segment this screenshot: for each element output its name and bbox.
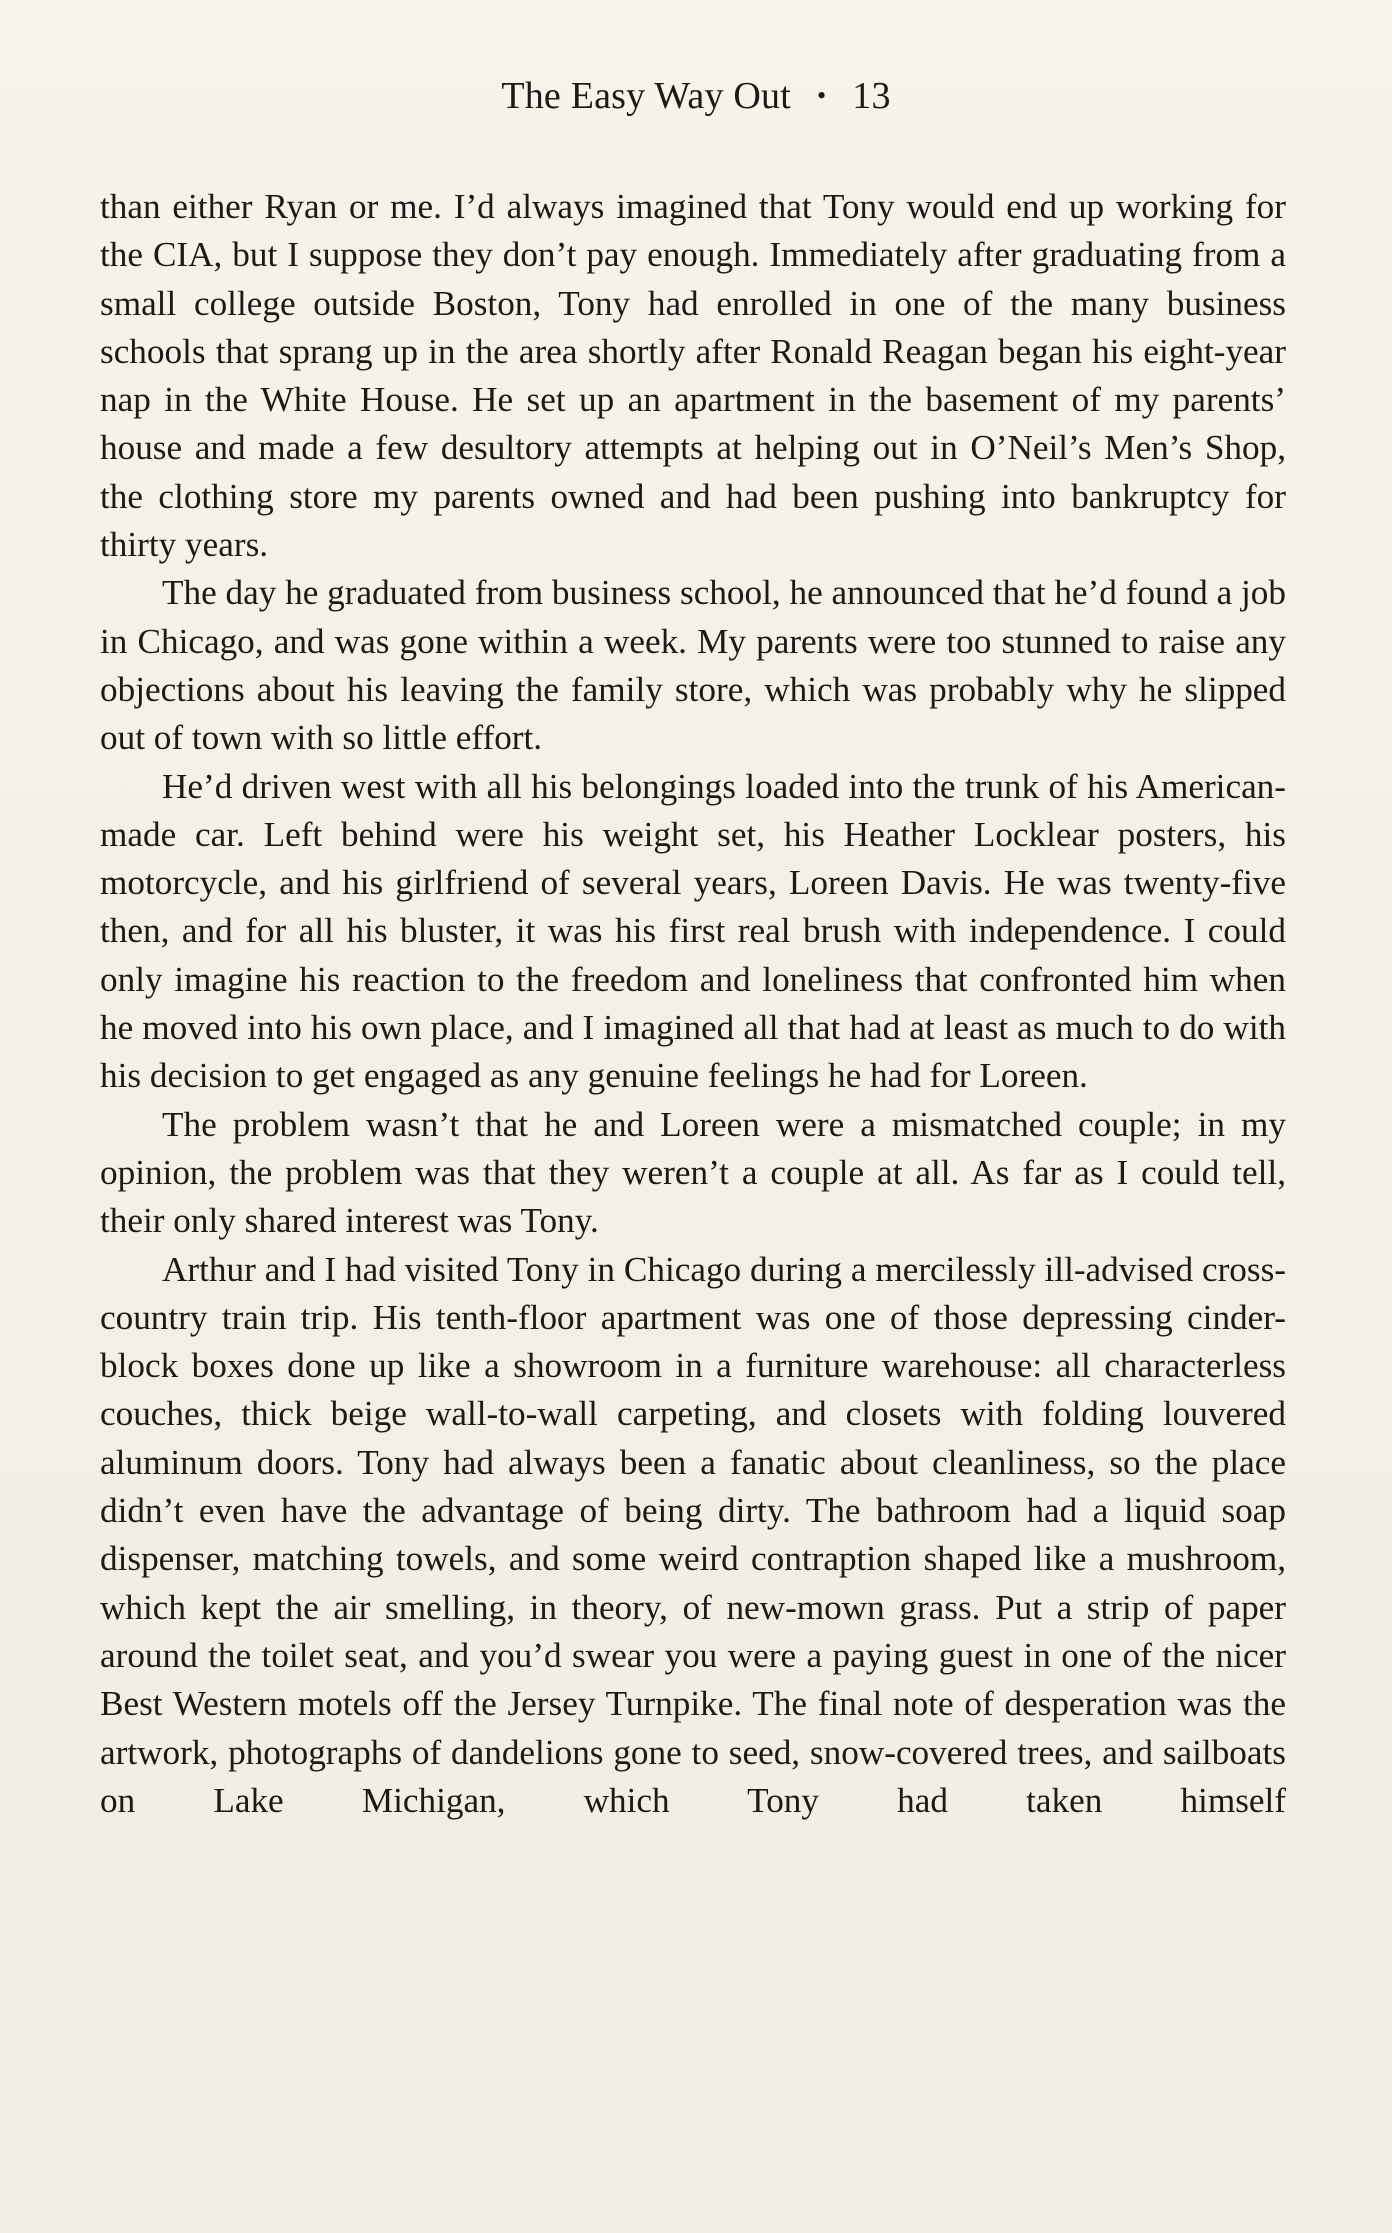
body-text	[100, 183, 1286, 1825]
page-number: 13	[852, 75, 891, 117]
running-head	[0, 72, 1392, 120]
running-title: The Easy Way Out	[501, 75, 791, 117]
paragraph-continued: than either Ryan or me. I’d always imagined that Tony would end up working for the CIA, but I suppose they don’t pay enough. Immediately after graduating from a small college outside Boston, Tony had enrolled in one of the many business schools that sprang up in the area shortly after Ronald Reagan began his eight-year nap in the White House. He set up an apartment in the basement of my parents’ house and made a few desultory attempts at helping out in O’Neil’s Men’s Shop, the clothing store my parents owned and had been pushing into bankruptcy for thirty years.	[100, 187, 1286, 565]
paragraph: The day he graduated from business school, he announced that he’d found a job in Chicago, and was gone within a week. My parents were too stunned to raise any objections about his leaving the family store, which was probably why he slipped out of town with so little effort.	[100, 573, 1286, 758]
paragraph: He’d driven west with all his belongings loaded into the trunk of his American-made car. Left behind were his weight set, his Heather Locklear posters, his motorcycle, and his girlfriend of several years, Loreen Davis. He was twenty-five then, and for all his bluster, it was his first real brush with independence. I could only imagine his reaction to the freedom and loneliness that confronted him when he moved into his own place, and I imagined all that had at least as much to do with his decision to get engaged as any genuine feelings he had for Loreen.	[100, 766, 1286, 1096]
paragraph: The problem wasn’t that he and Loreen were a mismatched couple; in my opinion, the problem was that they weren’t a couple at all. As far as I could tell, their only shared interest was Tony.	[100, 1104, 1286, 1241]
bullet-separator: •	[816, 81, 827, 110]
paragraph-runover: Arthur and I had visited Tony in Chicago during a mercilessly ill-advised cross-country train trip. His tenth-floor apartment was one of those depressing cinder-block boxes done up like a showroom in a furniture warehouse: all characterless couches, thick beige wall-to-wall carpeting, and closets with folding louvered aluminum doors. Tony had always been a fanatic about cleanliness, so the place didn’t even have the advantage of being dirty. The bathroom had a liquid soap dispenser, matching towels, and some weird contraption shaped like a mushroom, which kept the air smelling, in theory, of new-mown grass. Put a strip of paper around the toilet seat, and you’d swear you were a paying guest in one of the nicer Best Western motels off the Jersey Turnpike. The final note of desperation was the artwork, photographs of dandelions gone to seed, snow-covered trees, and sailboats on Lake Michigan, which Tony had taken himself	[100, 1249, 1286, 1820]
